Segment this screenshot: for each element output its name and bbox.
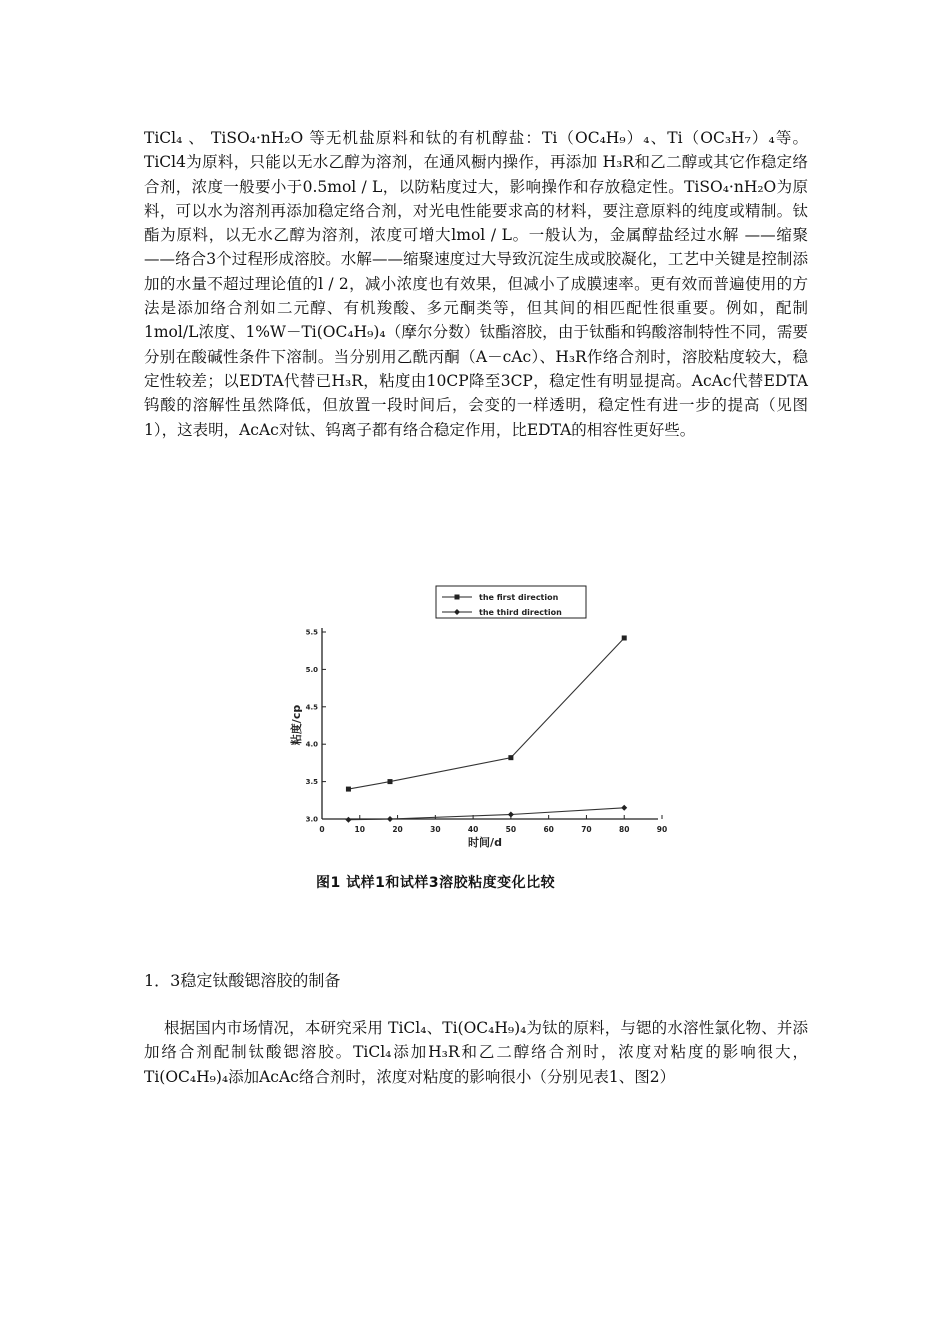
- y-axis-label: 粘度/cp: [290, 704, 303, 746]
- x-tick-label: 90: [656, 825, 668, 834]
- x-tick-label: 40: [467, 825, 479, 834]
- series-line: [348, 638, 624, 789]
- chart-legend: [436, 586, 586, 618]
- y-tick-label: 4.0: [305, 740, 318, 749]
- data-point: [622, 635, 627, 640]
- viscosity-chart: [290, 578, 690, 898]
- data-point: [508, 812, 514, 818]
- section-heading: 1．3稳定钛酸锶溶胶的制备: [144, 971, 341, 990]
- figure-caption: 图1 试样1和试样3溶胶粘度变化比较: [316, 875, 556, 891]
- intro-paragraph: TiCl₄ 、 TiSO₄·nH₂O 等无机盐原料和钛的有机醇盐：Ti（OC₄H₉）₄、Ti（OC₃H₇）₄等。TiCl4为原料，只能以无水乙醇为溶剂，在通风橱内操作，再添加 H₃R和乙二醇或其它作稳定络合剂，浓度一般要小于0.5mol / L，以防粘度过大，影响操作和存放稳定性。TiSO₄·nH₂O为原料，可以水为溶剂再添加稳定络合剂，对光电性能要求高的材料，要注意原料的纯度或精制。钛酯为原料，以无水乙醇为溶剂，浓度可增大lmol / L。一般认为，金属醇盐经过水解 ——缩聚——络合3个过程形成溶胶。水解——缩聚速度过大导致沉淀生成或胶凝化，工艺中关键是控制添加的水量不超过理论值的l / 2，减小浓度也有效果，但减小了成膜速率。更有效而普遍使用的方法是添加络合剂如二元醇、有机羧酸、多元酮类等，但其间的相匹配性很重要。例如，配制1mol/L浓度、1%W－Ti(OC₄H₉)₄（摩尔分数）钛酯溶胶，由于钛酯和钨酸溶制特性不同，需要分别在酸碱性条件下溶制。当分别用乙酰丙酮（A－cAc）、H₃R作络合剂时，溶胶粘度较大，稳定性较差；以EDTA代替已H₃R，粘度由10CP降至3CP，稳定性有明显提高。AcAc代替EDTA钨酸的溶解性虽然降低，但放置一段时间后，会变的一样透明，稳定性有进一步的提高（见图1），这表明，AcAc对钛、钨离子都有络合稳定作用，比EDTA的相容性更好些。: [144, 129, 808, 439]
- y-tick-label: 5.5: [305, 628, 318, 637]
- data-point: [621, 805, 627, 811]
- x-tick-label: 0: [319, 825, 325, 834]
- x-tick-label: 70: [581, 825, 592, 834]
- data-point: [388, 779, 393, 784]
- data-point: [508, 755, 513, 760]
- data-point: [346, 787, 351, 792]
- legend-label: the first direction: [479, 593, 559, 602]
- x-axis-label: 时间/d: [468, 836, 502, 849]
- legend-label: the third direction: [479, 608, 562, 617]
- y-tick-label: 5.0: [305, 665, 318, 674]
- y-tick-label: 3.0: [305, 815, 318, 824]
- chart-axes: [306, 628, 668, 834]
- chart-plot-area: [345, 635, 627, 822]
- x-tick-label: 60: [543, 825, 554, 834]
- data-point: [455, 595, 460, 600]
- x-tick-label: 30: [430, 825, 441, 834]
- x-tick-label: 10: [354, 825, 365, 834]
- y-tick-label: 3.5: [305, 778, 318, 787]
- y-tick-label: 4.5: [305, 703, 318, 712]
- x-tick-label: 80: [619, 825, 630, 834]
- body-paragraph: 根据国内市场情况，本研究采用 TiCl₄、Ti(OC₄H₉)₄为钛的原料，与锶的水溶性氯化物、并添加络合剂配制钛酸锶溶胶。TiCl₄添加H₃R和乙二醇络合剂时，浓度对粘度的影响很大，Ti(OC₄H₉)₄添加AcAc络合剂时，浓度对粘度的影响很小（分别见表1、图2）: [144, 1019, 808, 1086]
- data-point: [387, 816, 393, 822]
- data-point: [345, 817, 351, 823]
- x-tick-label: 50: [505, 825, 517, 834]
- x-tick-label: 20: [392, 825, 403, 834]
